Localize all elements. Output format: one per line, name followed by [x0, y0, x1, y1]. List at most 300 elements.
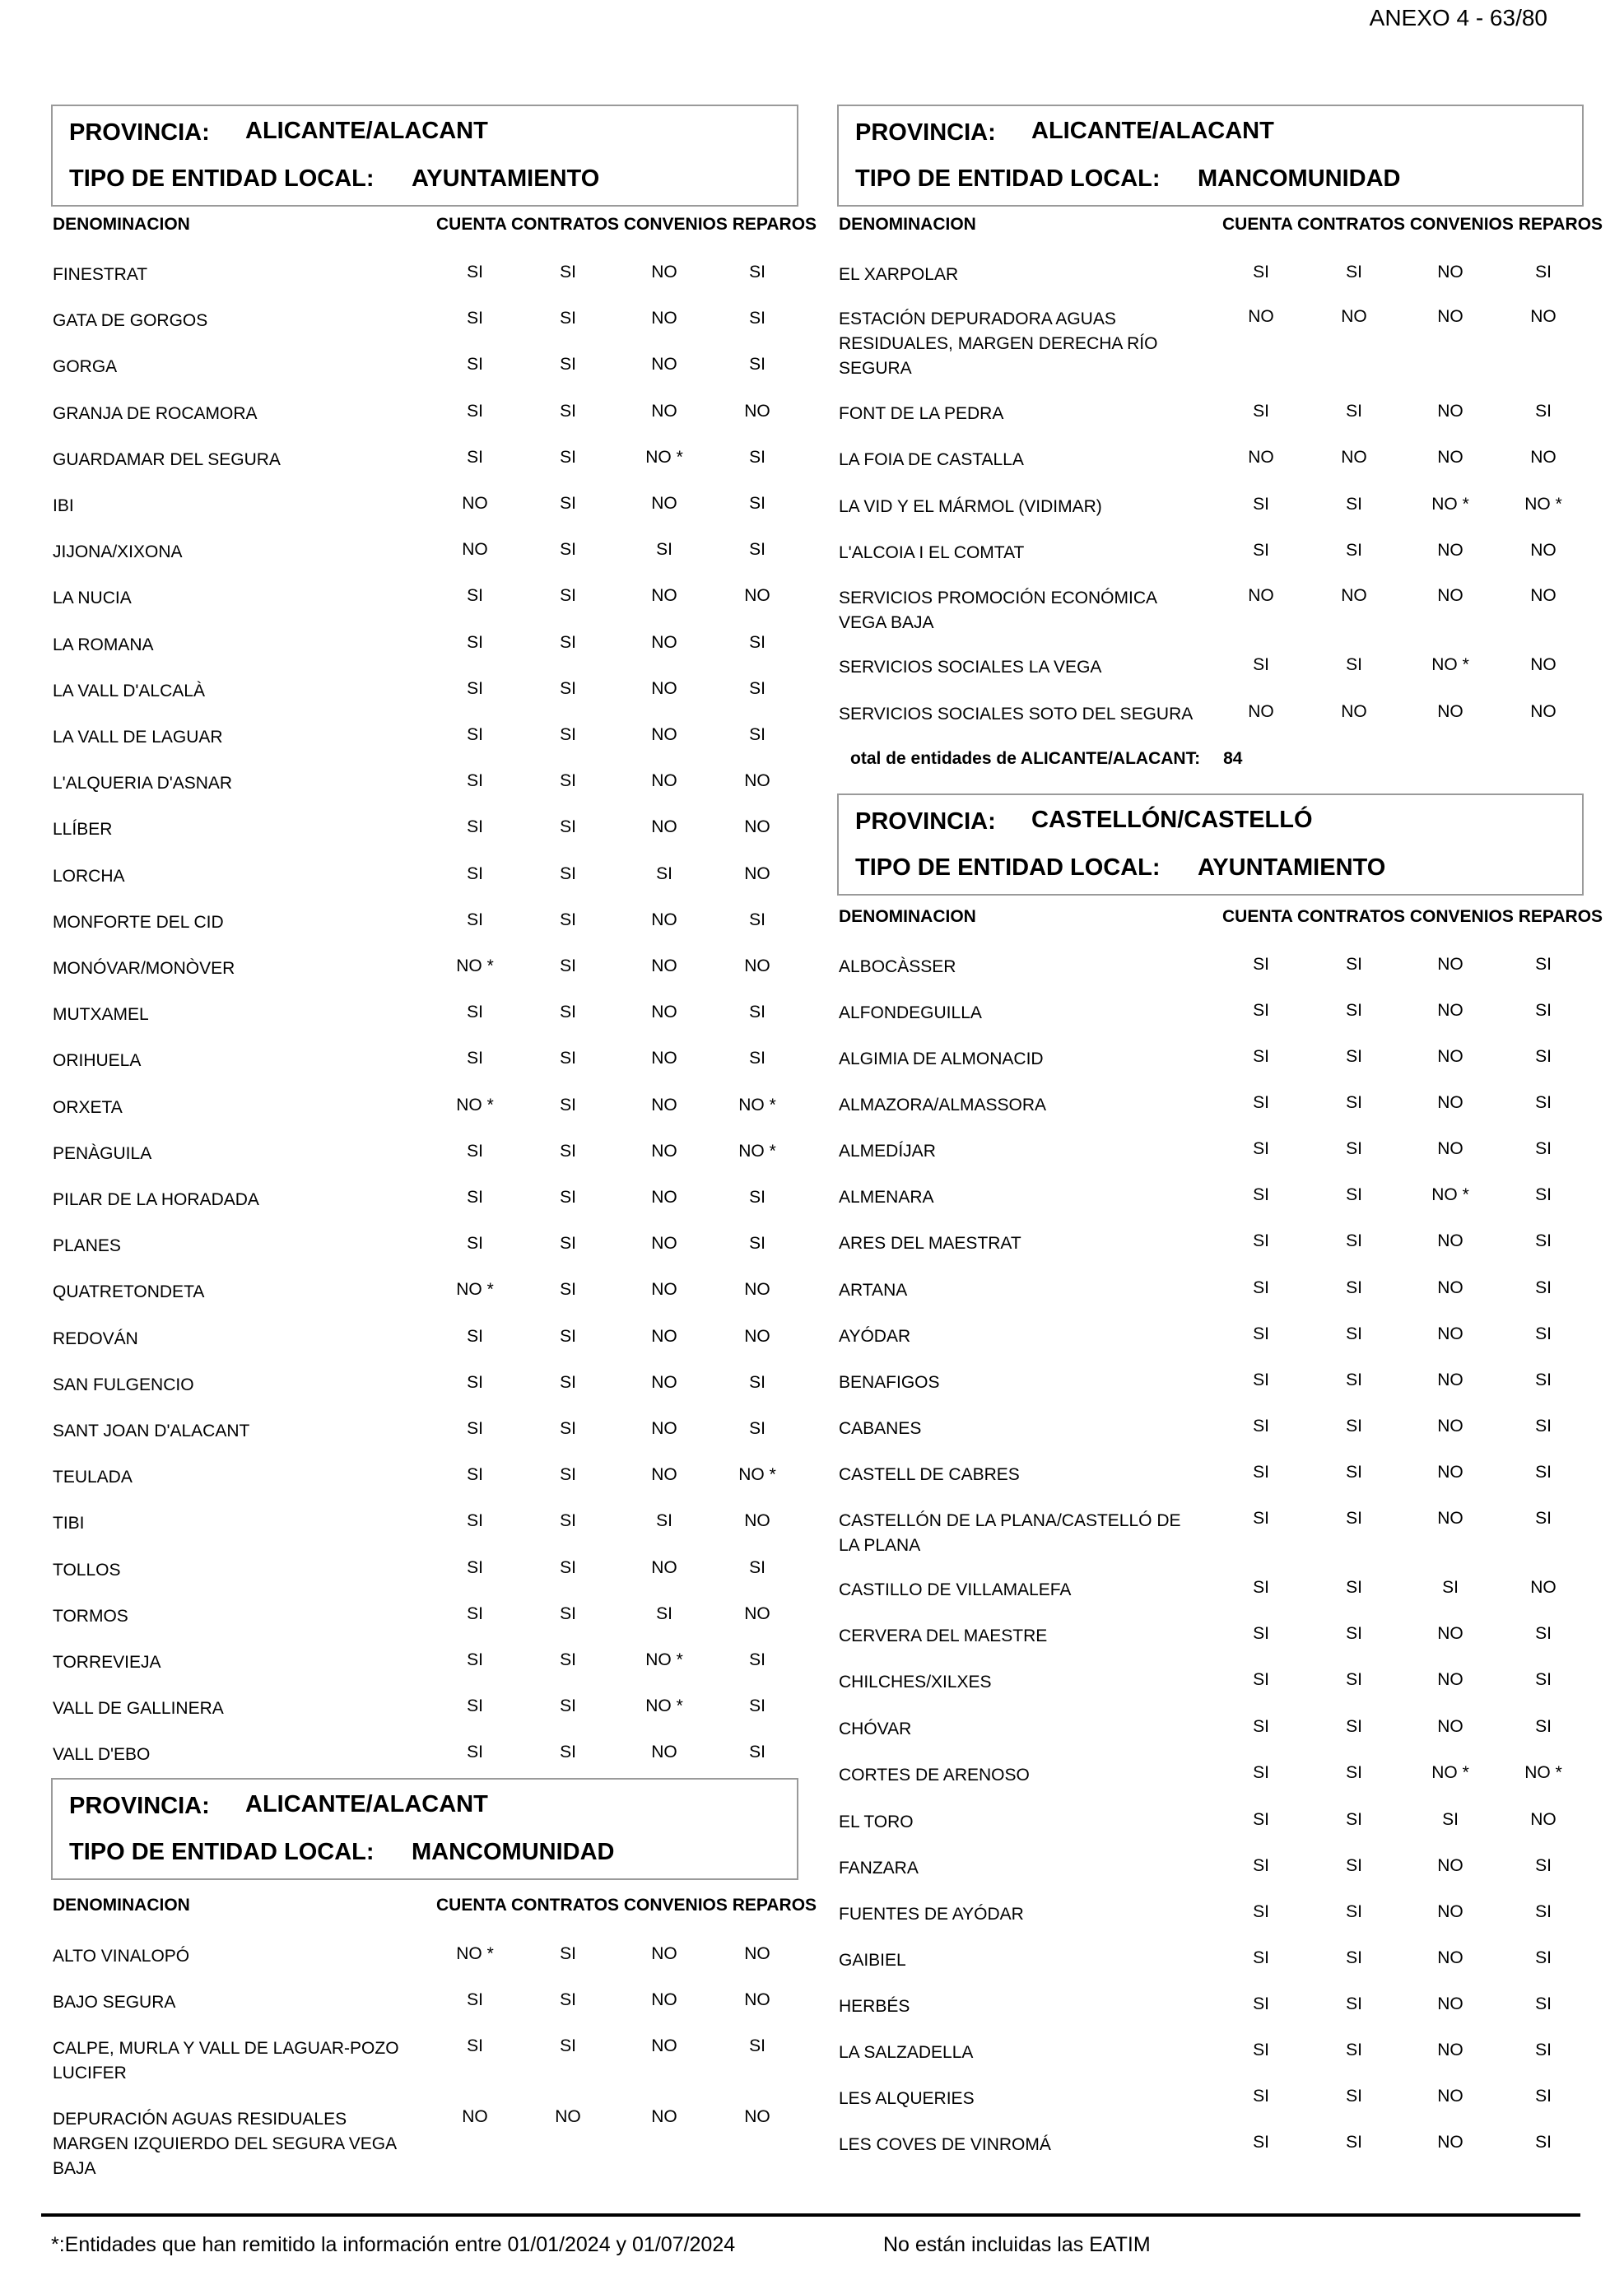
- convenios-cell: NO *: [645, 447, 683, 467]
- convenios-cell: NO: [1437, 1371, 1463, 1389]
- entity-name: SERVICIOS PROMOCIÓN ECONÓMICA VEGA BAJA: [839, 589, 1156, 632]
- reparos-cell: SI: [749, 678, 765, 698]
- entity-name: IBI: [53, 496, 74, 515]
- entity-name: CORTES DE ARENOSO: [839, 1766, 1030, 1785]
- reparos-cell: SI: [1535, 2133, 1552, 2152]
- contratos-cell: SI: [560, 725, 576, 744]
- reparos-cell: SI: [1535, 1001, 1552, 1020]
- cuenta-cell: SI: [467, 447, 483, 467]
- contratos-cell: SI: [1346, 1810, 1362, 1829]
- reparos-cell: SI: [749, 355, 765, 375]
- entity-name: CASTILLO DE VILLAMALEFA: [839, 1580, 1072, 1599]
- reparos-cell: SI: [1535, 1717, 1552, 1736]
- contratos-cell: SI: [560, 263, 576, 282]
- contratos-cell: SI: [560, 1188, 576, 1207]
- columns-header: CUENTA CONTRATOS CONVENIOS REPAROS: [1222, 215, 1603, 234]
- convenios-cell: NO: [651, 2107, 677, 2126]
- cuenta-cell: SI: [467, 1603, 483, 1623]
- entity-name: LLÍBER: [53, 820, 113, 840]
- convenios-cell: NO: [1437, 1324, 1463, 1343]
- contratos-cell: NO: [1341, 448, 1367, 467]
- convenios-cell: NO: [1437, 1624, 1463, 1643]
- contratos-cell: SI: [560, 1003, 576, 1022]
- convenios-cell: NO *: [1431, 1763, 1469, 1782]
- contratos-cell: SI: [560, 1326, 576, 1346]
- entity-name: LES ALQUERIES: [839, 2089, 975, 2108]
- cuenta-cell: SI: [1253, 1185, 1269, 1204]
- cuenta-cell: SI: [1253, 1810, 1269, 1829]
- entity-name: VALL D'EBO: [53, 1745, 151, 1765]
- contratos-cell: SI: [560, 1650, 576, 1669]
- entity-name: TEULADA: [53, 1468, 133, 1487]
- cuenta-cell: NO: [462, 2107, 488, 2126]
- reparos-cell: NO: [744, 1280, 770, 1300]
- reparos-cell: SI: [749, 1003, 765, 1022]
- convenios-cell: NO: [1437, 955, 1463, 974]
- cuenta-cell: SI: [467, 863, 483, 883]
- cuenta-cell: SI: [467, 1372, 483, 1392]
- cuenta-cell: SI: [1253, 1047, 1269, 1066]
- reparos-cell: SI: [749, 910, 765, 929]
- entity-name: GORGA: [53, 357, 118, 377]
- convenios-cell: NO: [651, 1990, 677, 2009]
- cuenta-cell: SI: [1253, 2133, 1269, 2152]
- convenios-cell: NO: [1437, 1417, 1463, 1436]
- reparos-cell: NO: [744, 817, 770, 837]
- convenios-cell: NO: [651, 632, 677, 652]
- entity-name: LA NUCIA: [53, 589, 132, 608]
- cuenta-cell: SI: [1253, 2041, 1269, 2059]
- contratos-cell: SI: [560, 401, 576, 421]
- province-header-box: [837, 105, 1584, 207]
- cuenta-cell: SI: [1253, 1856, 1269, 1875]
- reparos-cell: NO *: [738, 1465, 776, 1485]
- reparos-cell: SI: [1535, 1463, 1552, 1482]
- convenios-cell: NO: [651, 1419, 677, 1438]
- reparos-cell: SI: [1535, 1185, 1552, 1204]
- entity-name: FANZARA: [839, 1859, 919, 1878]
- cuenta-cell: SI: [1253, 541, 1269, 560]
- contratos-cell: SI: [560, 863, 576, 883]
- cuenta-cell: NO *: [456, 1280, 494, 1300]
- contratos-cell: SI: [1346, 1948, 1362, 1967]
- cuenta-cell: NO: [462, 540, 488, 560]
- reparos-cell: SI: [1535, 2041, 1552, 2059]
- convenios-cell: NO: [1437, 1001, 1463, 1020]
- convenios-cell: NO: [1437, 263, 1463, 282]
- reparos-cell: NO: [744, 1990, 770, 2009]
- reparos-cell: SI: [1535, 955, 1552, 974]
- contratos-cell: SI: [560, 632, 576, 652]
- convenios-cell: NO: [651, 1743, 677, 1762]
- cuenta-cell: SI: [467, 1419, 483, 1438]
- contratos-cell: SI: [1346, 495, 1362, 514]
- contratos-cell: SI: [560, 1095, 576, 1115]
- contratos-cell: NO: [1341, 307, 1367, 326]
- entity-name: LORCHA: [53, 866, 125, 886]
- denominacion-header: DENOMINACION: [839, 215, 976, 234]
- cuenta-cell: NO: [1248, 307, 1274, 326]
- reparos-cell: SI: [749, 1372, 765, 1392]
- entity-name: VALL DE GALLINERA: [53, 1699, 224, 1719]
- entity-name: ORIHUELA: [53, 1051, 142, 1071]
- entity-name: ALTO VINALOPÓ: [53, 1947, 190, 1966]
- contratos-cell: SI: [1346, 1994, 1362, 2013]
- entity-name: ARTANA: [839, 1281, 908, 1300]
- cuenta-cell: SI: [467, 355, 483, 375]
- tipo-entidad-label: TIPO DE ENTIDAD LOCAL:: [855, 165, 1161, 192]
- contratos-cell: SI: [1346, 1624, 1362, 1643]
- cuenta-cell: SI: [467, 1465, 483, 1485]
- contratos-cell: SI: [1346, 955, 1362, 974]
- entity-name: FUENTES DE AYÓDAR: [839, 1905, 1024, 1924]
- contratos-cell: SI: [560, 678, 576, 698]
- contratos-cell: SI: [560, 1141, 576, 1161]
- convenios-cell: NO: [1437, 1856, 1463, 1875]
- cuenta-cell: SI: [1253, 1093, 1269, 1112]
- contratos-cell: SI: [1346, 2133, 1362, 2152]
- convenios-cell: NO: [1437, 2133, 1463, 2152]
- reparos-cell: NO: [1530, 307, 1557, 326]
- convenios-cell: SI: [656, 863, 672, 883]
- convenios-cell: NO *: [1431, 655, 1469, 674]
- cuenta-cell: SI: [467, 1743, 483, 1762]
- total-label: otal de entidades de ALICANTE/ALACANT:: [850, 749, 1201, 768]
- convenios-cell: NO: [1437, 2041, 1463, 2059]
- contratos-cell: SI: [1346, 1417, 1362, 1436]
- convenios-cell: NO: [1437, 307, 1463, 326]
- entity-name: ALMENARA: [839, 1188, 934, 1207]
- contratos-cell: SI: [560, 1603, 576, 1623]
- convenios-cell: NO: [651, 586, 677, 606]
- cuenta-cell: SI: [1253, 1231, 1269, 1250]
- contratos-cell: SI: [1346, 1856, 1362, 1875]
- convenios-cell: NO: [651, 1095, 677, 1115]
- cuenta-cell: SI: [1253, 655, 1269, 674]
- reparos-cell: NO: [1530, 655, 1557, 674]
- cuenta-cell: SI: [1253, 1670, 1269, 1689]
- entity-name: CALPE, MURLA Y VALL DE LAGUAR-POZO LUCIFER: [53, 2039, 399, 2083]
- contratos-cell: SI: [1346, 1001, 1362, 1020]
- reparos-cell: NO: [1530, 1810, 1557, 1829]
- entity-name: BAJO SEGURA: [53, 1993, 176, 2012]
- cuenta-cell: SI: [467, 1234, 483, 1254]
- contratos-cell: SI: [560, 817, 576, 837]
- entity-name: DEPURACIÓN AGUAS RESIDUALES MARGEN IZQUIERDO DEL SEGURA VEGA BAJA: [53, 2110, 396, 2178]
- reparos-cell: NO: [1530, 702, 1557, 721]
- reparos-cell: SI: [1535, 1948, 1552, 1967]
- entity-name: FINESTRAT: [53, 265, 148, 284]
- denominacion-header: DENOMINACION: [53, 215, 190, 234]
- convenios-cell: NO: [651, 309, 677, 328]
- reparos-cell: SI: [1535, 1417, 1552, 1436]
- convenios-cell: NO: [651, 1280, 677, 1300]
- reparos-cell: NO: [744, 863, 770, 883]
- cuenta-cell: SI: [467, 1511, 483, 1531]
- entity-name: TIBI: [53, 1514, 85, 1533]
- entity-name: HERBÉS: [839, 1997, 910, 2016]
- convenios-cell: NO: [651, 263, 677, 282]
- tipo-entidad-label: TIPO DE ENTIDAD LOCAL:: [855, 854, 1161, 881]
- tipo-entidad-value: MANCOMUNIDAD: [1198, 165, 1401, 192]
- reparos-cell: SI: [1535, 402, 1552, 421]
- provincia-value: ALICANTE/ALACANT: [1031, 118, 1274, 144]
- tipo-entidad-value: AYUNTAMIENTO: [1198, 854, 1386, 881]
- entity-name: SERVICIOS SOCIALES SOTO DEL SEGURA: [839, 705, 1194, 724]
- cuenta-cell: NO: [1248, 586, 1274, 605]
- reparos-cell: SI: [749, 1049, 765, 1068]
- reparos-cell: SI: [749, 1696, 765, 1716]
- cuenta-cell: SI: [467, 771, 483, 791]
- denominacion-header: DENOMINACION: [53, 1896, 190, 1915]
- entity-name: PENÀGUILA: [53, 1143, 152, 1163]
- cuenta-cell: SI: [1253, 1624, 1269, 1643]
- cuenta-cell: SI: [1253, 495, 1269, 514]
- reparos-cell: SI: [749, 2036, 765, 2055]
- reparos-cell: SI: [749, 1743, 765, 1762]
- reparos-cell: SI: [749, 494, 765, 513]
- cuenta-cell: SI: [1253, 2087, 1269, 2106]
- entity-name: L'ALCOIA I EL COMTAT: [839, 543, 1025, 562]
- columns-header: CUENTA CONTRATOS CONVENIOS REPAROS: [436, 1896, 817, 1915]
- entity-name: SERVICIOS SOCIALES LA VEGA: [839, 658, 1102, 677]
- entity-name: LA VID Y EL MÁRMOL (VIDIMAR): [839, 497, 1102, 516]
- contratos-cell: SI: [1346, 1902, 1362, 1921]
- contratos-cell: SI: [1346, 1093, 1362, 1112]
- entity-name: EL TORO: [839, 1813, 914, 1831]
- reparos-cell: NO: [744, 2107, 770, 2126]
- cuenta-cell: SI: [1253, 402, 1269, 421]
- province-header-box: [51, 1778, 798, 1880]
- columns-header: CUENTA CONTRATOS CONVENIOS REPAROS: [1222, 907, 1603, 926]
- cuenta-cell: SI: [467, 1990, 483, 2009]
- reparos-cell: SI: [749, 309, 765, 328]
- convenios-cell: NO: [1437, 586, 1463, 605]
- convenios-cell: NO: [651, 817, 677, 837]
- cuenta-cell: SI: [467, 632, 483, 652]
- tipo-entidad-label: TIPO DE ENTIDAD LOCAL:: [69, 1839, 375, 1865]
- contratos-cell: SI: [1346, 1717, 1362, 1736]
- convenios-cell: SI: [656, 1511, 672, 1531]
- cuenta-cell: SI: [1253, 1948, 1269, 1967]
- entity-name: CASTELLÓN DE LA PLANA/CASTELLÓ DE LA PLANA: [839, 1511, 1181, 1555]
- cuenta-cell: SI: [467, 1141, 483, 1161]
- cuenta-cell: SI: [467, 401, 483, 421]
- provincia-label: PROVINCIA:: [69, 1793, 210, 1819]
- total-value: 84: [1223, 749, 1243, 768]
- contratos-cell: SI: [1346, 1185, 1362, 1204]
- entity-name: BENAFIGOS: [839, 1373, 940, 1392]
- reparos-cell: NO: [1530, 448, 1557, 467]
- entity-name: L'ALQUERIA D'ASNAR: [53, 774, 233, 793]
- contratos-cell: SI: [1346, 541, 1362, 560]
- reparos-cell: NO *: [1524, 495, 1562, 514]
- cuenta-cell: SI: [1253, 1763, 1269, 1782]
- contratos-cell: SI: [1346, 655, 1362, 674]
- convenios-cell: NO: [651, 910, 677, 929]
- contratos-cell: SI: [560, 1049, 576, 1068]
- convenios-cell: NO: [651, 1188, 677, 1207]
- entity-name: PLANES: [53, 1236, 121, 1256]
- denominacion-header: DENOMINACION: [839, 907, 976, 926]
- contratos-cell: SI: [560, 1557, 576, 1577]
- contratos-cell: SI: [560, 1465, 576, 1485]
- entity-name: CASTELL DE CABRES: [839, 1465, 1020, 1484]
- convenios-cell: SI: [656, 1603, 672, 1623]
- entity-name: SAN FULGENCIO: [53, 1375, 194, 1394]
- reparos-cell: SI: [1535, 1093, 1552, 1112]
- cuenta-cell: SI: [467, 1188, 483, 1207]
- cuenta-cell: SI: [467, 263, 483, 282]
- entity-name: ALMAZORA/ALMASSORA: [839, 1096, 1047, 1115]
- cuenta-cell: SI: [1253, 1139, 1269, 1158]
- provincia-label: PROVINCIA:: [69, 119, 210, 146]
- convenios-cell: NO *: [645, 1650, 683, 1669]
- cuenta-cell: NO *: [456, 1944, 494, 1963]
- convenios-cell: NO: [1437, 1994, 1463, 2013]
- footer-divider: [41, 2213, 1580, 2217]
- reparos-cell: SI: [1535, 1856, 1552, 1875]
- entity-name: ALFONDEGUILLA: [839, 1003, 982, 1022]
- reparos-cell: SI: [1535, 1047, 1552, 1066]
- convenios-cell: NO: [1437, 1093, 1463, 1112]
- convenios-cell: SI: [1442, 1810, 1459, 1829]
- reparos-cell: NO: [1530, 541, 1557, 560]
- entity-name: GRANJA DE ROCAMORA: [53, 403, 258, 423]
- reparos-cell: SI: [1535, 1278, 1552, 1297]
- cuenta-cell: NO: [1248, 448, 1274, 467]
- entity-name: ARES DEL MAESTRAT: [839, 1234, 1021, 1253]
- entity-name: GUARDAMAR DEL SEGURA: [53, 449, 281, 469]
- convenios-cell: NO: [651, 1049, 677, 1068]
- cuenta-cell: SI: [467, 1049, 483, 1068]
- tipo-entidad-value: AYUNTAMIENTO: [412, 165, 600, 192]
- entity-name: LA VALL D'ALCALÀ: [53, 681, 205, 700]
- cuenta-cell: SI: [467, 1326, 483, 1346]
- convenios-cell: NO: [1437, 448, 1463, 467]
- contratos-cell: NO: [1341, 586, 1367, 605]
- cuenta-cell: SI: [467, 678, 483, 698]
- cuenta-cell: SI: [1253, 955, 1269, 974]
- contratos-cell: NO: [1341, 702, 1367, 721]
- entity-name: GATA DE GORGOS: [53, 311, 208, 331]
- convenios-cell: NO: [651, 1003, 677, 1022]
- cuenta-cell: SI: [1253, 1994, 1269, 2013]
- convenios-cell: NO: [651, 1326, 677, 1346]
- entity-name: JIJONA/XIXONA: [53, 542, 183, 562]
- reparos-cell: SI: [749, 1188, 765, 1207]
- contratos-cell: SI: [560, 1419, 576, 1438]
- contratos-cell: SI: [560, 1234, 576, 1254]
- footnote: *:Entidades que han remitido la información entre 01/01/2024 y 01/07/2024: [51, 2233, 736, 2256]
- entity-name: CABANES: [839, 1419, 922, 1438]
- contratos-cell: SI: [1346, 1670, 1362, 1689]
- cuenta-cell: SI: [1253, 1371, 1269, 1389]
- convenios-cell: NO: [1437, 1139, 1463, 1158]
- contratos-cell: SI: [560, 1280, 576, 1300]
- convenios-cell: NO: [651, 2036, 677, 2055]
- entity-name: ESTACIÓN DEPURADORA AGUAS RESIDUALES, MARGEN DERECHA RÍO SEGURA: [839, 309, 1158, 378]
- entity-name: LA ROMANA: [53, 635, 154, 654]
- entity-name: LES COVES DE VINROMÁ: [839, 2135, 1051, 2154]
- cuenta-cell: SI: [467, 817, 483, 837]
- entity-name: LA VALL DE LAGUAR: [53, 728, 223, 747]
- convenios-cell: NO: [1437, 1717, 1463, 1736]
- reparos-cell: SI: [749, 447, 765, 467]
- reparos-cell: SI: [749, 1234, 765, 1254]
- reparos-cell: SI: [1535, 1231, 1552, 1250]
- convenios-cell: NO *: [1431, 495, 1469, 514]
- convenios-cell: NO: [651, 771, 677, 791]
- entity-name: LA FOIA DE CASTALLA: [839, 450, 1024, 469]
- cuenta-cell: SI: [1253, 1463, 1269, 1482]
- cuenta-cell: SI: [1253, 1578, 1269, 1597]
- convenios-cell: NO: [1437, 1948, 1463, 1967]
- contratos-cell: SI: [560, 309, 576, 328]
- entity-name: AYÓDAR: [839, 1327, 911, 1346]
- reparos-cell: NO: [744, 1511, 770, 1531]
- entity-name: MUTXAMEL: [53, 1005, 149, 1025]
- cuenta-cell: SI: [467, 309, 483, 328]
- contratos-cell: SI: [560, 355, 576, 375]
- entity-name: CHILCHES/XILXES: [839, 1673, 992, 1692]
- convenios-cell: NO: [651, 1141, 677, 1161]
- province-header-box: [51, 105, 798, 207]
- convenios-cell: SI: [1442, 1578, 1459, 1597]
- entity-name: ORXETA: [53, 1097, 123, 1117]
- cuenta-cell: SI: [1253, 1324, 1269, 1343]
- convenios-cell: NO: [1437, 1670, 1463, 1689]
- convenios-cell: NO: [651, 355, 677, 375]
- footnote-eatim: No están incluidas las EATIM: [883, 2233, 1151, 2256]
- convenios-cell: NO: [1437, 1047, 1463, 1066]
- reparos-cell: NO *: [738, 1095, 776, 1115]
- convenios-cell: NO *: [645, 1696, 683, 1716]
- convenios-cell: NO: [651, 678, 677, 698]
- convenios-cell: NO: [651, 1234, 677, 1254]
- reparos-cell: SI: [749, 1419, 765, 1438]
- contratos-cell: SI: [1346, 1231, 1362, 1250]
- contratos-cell: SI: [560, 2036, 576, 2055]
- entity-name: SANT JOAN D'ALACANT: [53, 1422, 250, 1440]
- reparos-cell: SI: [1535, 2087, 1552, 2106]
- contratos-cell: SI: [560, 1696, 576, 1716]
- contratos-cell: SI: [560, 494, 576, 513]
- cuenta-cell: SI: [467, 586, 483, 606]
- reparos-cell: SI: [1535, 1670, 1552, 1689]
- contratos-cell: SI: [560, 956, 576, 975]
- cuenta-cell: SI: [1253, 1417, 1269, 1436]
- tipo-entidad-value: MANCOMUNIDAD: [412, 1839, 615, 1865]
- reparos-cell: NO: [1530, 586, 1557, 605]
- provincia-label: PROVINCIA:: [855, 119, 996, 146]
- entity-name: CERVERA DEL MAESTRE: [839, 1626, 1048, 1645]
- cuenta-cell: SI: [1253, 1509, 1269, 1528]
- contratos-cell: SI: [1346, 1463, 1362, 1482]
- reparos-cell: SI: [1535, 1324, 1552, 1343]
- entity-name: ALGIMIA DE ALMONACID: [839, 1049, 1044, 1068]
- convenios-cell: NO: [1437, 541, 1463, 560]
- entity-name: QUATRETONDETA: [53, 1282, 205, 1302]
- cuenta-cell: SI: [467, 910, 483, 929]
- convenios-cell: NO: [651, 494, 677, 513]
- reparos-cell: NO: [744, 771, 770, 791]
- entity-name: CHÓVAR: [839, 1720, 912, 1738]
- convenios-cell: NO *: [1431, 1185, 1469, 1204]
- contratos-cell: NO: [555, 2107, 581, 2126]
- reparos-cell: SI: [1535, 1902, 1552, 1921]
- contratos-cell: SI: [560, 1990, 576, 2009]
